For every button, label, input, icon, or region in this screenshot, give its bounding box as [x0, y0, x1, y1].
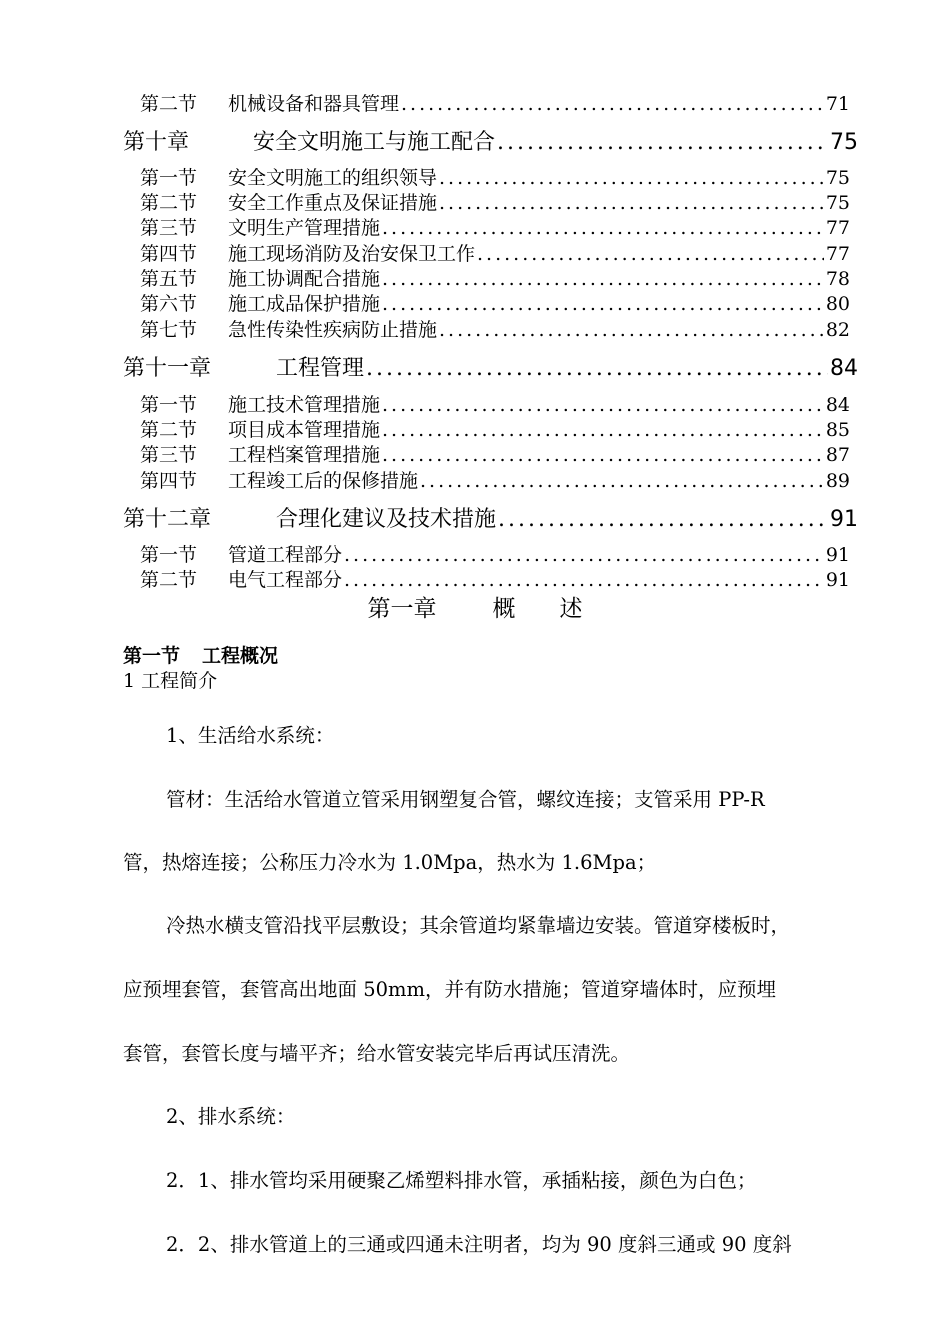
toc-section-title: 安全文明施工的组织领导 [228, 167, 438, 189]
toc-section-title: 管道工程部分 [228, 544, 343, 566]
body-line: 2．1、排水管均采用硬聚乙烯塑料排水管，承插粘接，颜色为白色； [166, 1169, 757, 1192]
toc-entry[interactable] [140, 418, 850, 443]
toc-leader [498, 505, 828, 535]
toc-section-number: 第二节 [140, 569, 198, 591]
sub-heading: 1 工程简介 [123, 670, 218, 692]
body-line: 套管，套管长度与墙平齐；给水管安装完毕后再试压清洗。 [123, 1042, 631, 1065]
toc-page-number: 75 [825, 192, 850, 214]
toc-leader [401, 92, 824, 117]
toc-section-title: 工程竣工后的保修措施 [228, 470, 419, 492]
toc-page-number: 82 [825, 319, 850, 341]
toc-section-number: 第一节 [140, 167, 198, 189]
toc-page-number: 91 [830, 507, 858, 532]
toc-chapter-title: 工程管理 [276, 356, 365, 381]
chapter-heading [0, 594, 950, 624]
toc-entry[interactable] [140, 242, 850, 267]
toc-section-number: 第三节 [140, 217, 198, 239]
toc-page-number: 89 [825, 470, 850, 492]
toc-chapter-number: 第十二章 [123, 507, 212, 532]
toc-entry[interactable] [140, 469, 850, 494]
toc-leader [344, 568, 824, 593]
toc-section-title: 施工成品保护措施 [228, 293, 381, 315]
body-line: 管材：生活给水管道立管采用钢塑复合管，螺纹连接；支管采用 PP-R [166, 788, 765, 811]
toc-entry[interactable] [140, 292, 850, 317]
toc-page-number: 75 [825, 167, 850, 189]
toc-leader [439, 166, 824, 191]
toc-leader [439, 318, 824, 343]
toc-section-title: 安全工作重点及保证措施 [228, 192, 438, 214]
toc-page-number: 77 [825, 217, 850, 239]
section-number: 第一节 [123, 645, 181, 667]
toc-section-title: 施工协调配合措施 [228, 268, 381, 290]
toc-page-number: 87 [825, 444, 850, 466]
toc-entry[interactable] [140, 191, 850, 216]
body-line: 管，热熔连接；公称压力冷水为 1.0Mpa，热水为 1.6Mpa； [123, 851, 657, 874]
toc-entry[interactable] [140, 216, 850, 241]
toc-chapter-entry[interactable] [123, 505, 858, 535]
toc-leader [382, 292, 824, 317]
toc-page-number: 78 [825, 268, 850, 290]
toc-page-number: 77 [825, 243, 850, 265]
body-line: 1、生活给水系统： [166, 724, 335, 747]
toc-leader [420, 469, 824, 494]
toc-section-number: 第五节 [140, 268, 198, 290]
toc-section-title: 施工现场消防及治安保卫工作 [228, 243, 476, 265]
toc-entry[interactable] [140, 393, 850, 418]
toc-section-title: 工程档案管理措施 [228, 444, 381, 466]
toc-leader [439, 191, 824, 216]
body-line: 2、排水系统： [166, 1105, 296, 1128]
toc-page-number: 85 [825, 419, 850, 441]
chapter-number: 第一章 [367, 596, 437, 622]
toc-entry[interactable] [140, 568, 850, 593]
toc-leader [382, 418, 824, 443]
section-title: 工程概况 [202, 645, 279, 667]
toc-section-number: 第二节 [140, 419, 198, 441]
toc-entry[interactable] [140, 166, 850, 191]
toc-page-number: 91 [825, 569, 850, 591]
toc-entry[interactable] [140, 443, 850, 468]
toc-leader [477, 242, 824, 267]
body-line: 冷热水横支管沿找平层敷设；其余管道均紧靠墙边安装。管道穿楼板时， [166, 914, 791, 937]
toc-leader [497, 128, 828, 158]
toc-leader [366, 354, 828, 384]
toc-leader [382, 216, 824, 241]
toc-chapter-number: 第十一章 [123, 356, 212, 381]
toc-section-title: 急性传染性疾病防止措施 [228, 319, 438, 341]
toc-entry[interactable] [140, 318, 850, 343]
toc-page-number: 71 [825, 93, 850, 115]
toc-section-number: 第二节 [140, 192, 198, 214]
toc-section-title: 施工技术管理措施 [228, 394, 381, 416]
body-line: 应预埋套管，套管高出地面 50mm，并有防水措施；管道穿墙体时，应预埋 [123, 978, 776, 1001]
toc-chapter-title: 安全文明施工与施工配合 [253, 130, 496, 155]
toc-section-number: 第七节 [140, 319, 198, 341]
toc-entry[interactable] [140, 92, 850, 117]
toc-chapter-entry[interactable] [123, 354, 858, 384]
toc-entry[interactable] [140, 267, 850, 292]
toc-page-number: 84 [830, 356, 858, 381]
body-line: 2．2、排水管道上的三通或四通未注明者，均为 90 度斜三通或 90 度斜 [166, 1233, 792, 1256]
toc-entry[interactable] [140, 543, 850, 568]
toc-leader [382, 267, 824, 292]
toc-page-number: 75 [830, 130, 858, 155]
toc-chapter-entry[interactable] [123, 128, 858, 158]
toc-section-title: 项目成本管理措施 [228, 419, 381, 441]
toc-section-title: 机械设备和器具管理 [228, 93, 400, 115]
toc-leader [382, 443, 824, 468]
toc-page-number: 80 [825, 293, 850, 315]
toc-section-number: 第一节 [140, 544, 198, 566]
toc-section-title: 电气工程部分 [228, 569, 343, 591]
chapter-title-part: 述 [559, 596, 583, 622]
toc-section-number: 第二节 [140, 93, 198, 115]
toc-page-number: 91 [825, 544, 850, 566]
toc-leader [344, 543, 824, 568]
toc-page-number: 84 [825, 394, 850, 416]
toc-section-number: 第三节 [140, 444, 198, 466]
chapter-title-part: 概 [492, 596, 516, 622]
toc-section-number: 第六节 [140, 293, 198, 315]
toc-chapter-number: 第十章 [123, 130, 190, 155]
toc-section-number: 第四节 [140, 243, 198, 265]
toc-chapter-title: 合理化建议及技术措施 [276, 507, 497, 532]
toc-section-number: 第四节 [140, 470, 198, 492]
toc-section-number: 第一节 [140, 394, 198, 416]
toc-leader [382, 393, 824, 418]
toc-section-title: 文明生产管理措施 [228, 217, 381, 239]
section-heading [123, 644, 278, 668]
